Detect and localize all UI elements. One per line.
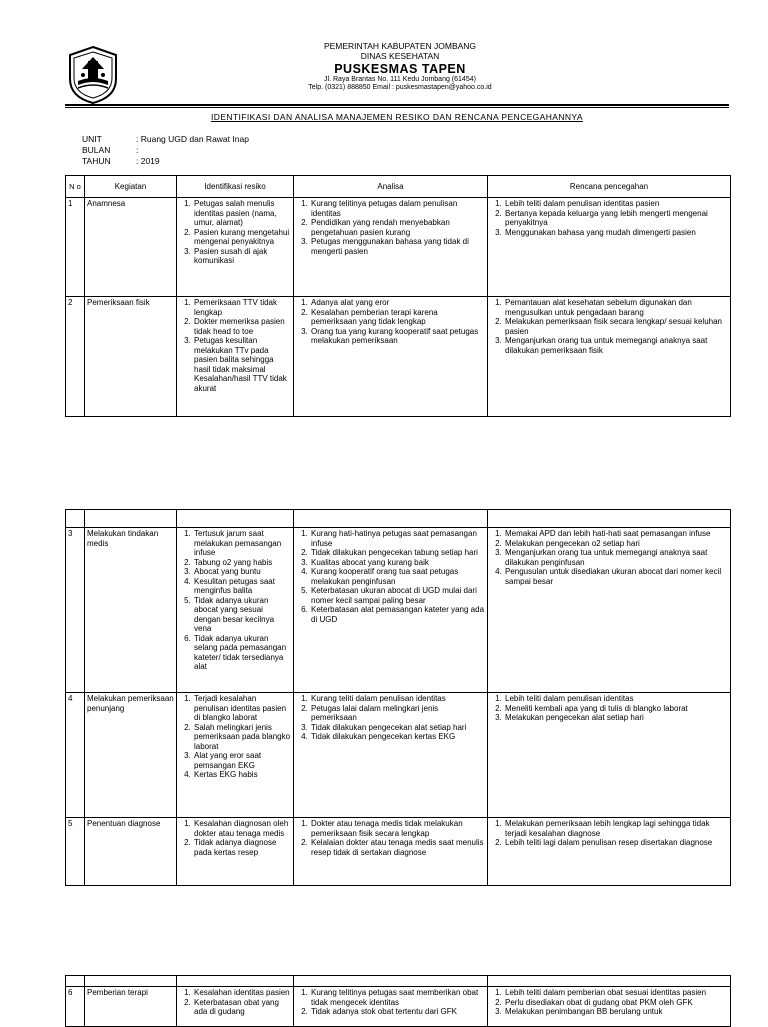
cell-no: 2: [66, 297, 85, 417]
cell-kegiatan: Pemberian terapi: [85, 987, 177, 1027]
cell-no: 3: [66, 528, 85, 693]
header-identifikasi: Identifikasi resiko: [177, 176, 294, 198]
rencana-item: 2. Melakukan pemeriksaan fisik secara lengkap/ sesuai keluhan pasien: [504, 317, 728, 336]
cell-rencana: [488, 693, 731, 818]
rencana-item: 2. Lebih teliti lagi dalam penulisan resep disertakan diagnose: [504, 838, 728, 848]
identifikasi-item: 2. Salah melingkari jenis pemeriksaan pada blangko laborat: [193, 723, 291, 752]
rencana-item: 4. Pengusulan untuk disediakan ukuran abocat dari nomer kecil sampai besar: [504, 567, 728, 586]
cell-identifikasi: [177, 198, 294, 297]
blank-header-cell: [294, 510, 488, 528]
blank-header-cell: [488, 510, 731, 528]
cell-no: 5: [66, 818, 85, 886]
analisa-item: 2. Tidak adanya stok obat tertentu dari GFK: [310, 1007, 485, 1017]
meta-value: :: [136, 145, 139, 155]
identifikasi-item: 1. Pemeriksaan TTV tidak lengkap: [193, 298, 291, 317]
meta-label: UNIT: [82, 134, 102, 144]
analisa-item: 2. Kelalaian dokter atau tenaga medis saat menulis resep tidak di sertakan diagnose: [310, 838, 485, 857]
blank-header-cell: [85, 510, 177, 528]
contact-line: Telp. (0321) 888850 Email : puskesmastapen@yahoo.co.id: [308, 83, 492, 91]
analisa-item: 4. Kurang kooperatif orang tua saat petugas melakukan penginfusan: [310, 567, 485, 586]
identifikasi-item: 2. Dokter memeriksa pasien tidak head to toe: [193, 317, 291, 336]
identifikasi-item: 1. Kesalahan diagnosan oleh dokter atau tenaga medis: [193, 819, 291, 838]
analisa-item: 2. Tidak dilakukan pengecekan tabung setiap hari: [310, 548, 485, 558]
analisa-item: 3. Kualitas abocat yang kurang baik: [310, 558, 485, 568]
identifikasi-item: 2. Keterbatasan obat yang ada di gudang: [193, 998, 291, 1017]
meta-tahun: [82, 156, 249, 167]
identifikasi-item: 3. Pasien susah di ajak komunikasi: [193, 247, 291, 266]
identifikasi-item: 3. Petugas kesulitan melakukan TTv pada pasien balita sehingga hasil tidak maksimal Kesalahan/hasil TTV tidak akurat: [193, 336, 291, 393]
identifikasi-item: 1. Terjadi kesalahan penulisan identitas pasien di blangko laborat: [193, 694, 291, 723]
analisa-item: 3. Tidak dilakukan pengecekan alat setiap hari: [310, 723, 485, 733]
address-line: Jl. Raya Brantas No. 111 Kedu Jombang (61454): [324, 75, 476, 83]
cell-identifikasi: [177, 297, 294, 417]
rencana-item: 2. Melakukan pengecekan o2 setiap hari: [504, 539, 728, 549]
analisa-item: 1. Kurang telitinya petugas dalam penulisan identitas: [310, 199, 485, 218]
analisa-item: 2. Petugas lalai dalam melingkari jenis pemeriksaan: [310, 704, 485, 723]
identifikasi-item: 2. Tabung o2 yang habis: [193, 558, 291, 568]
risk-table-part-2: [65, 509, 731, 886]
rencana-item: 1. Memakai APD dan lebih hati-hati saat pemasangan infuse: [504, 529, 728, 539]
rencana-item: 2. Meneliti kembali apa yang di tulis di blangko laborat: [504, 704, 728, 714]
cell-no: 6: [66, 987, 85, 1027]
cell-kegiatan: Pemeriksaan fisik: [85, 297, 177, 417]
rencana-item: 3. Menganjurkan orang tua untuk memegangi anaknya saat dilakukan penginfusan: [504, 548, 728, 567]
letterhead-rule-thin: [65, 107, 729, 108]
blank-header-cell: [66, 510, 85, 528]
identifikasi-item: 2. Tidak adanya diagnose pada kertas resep: [193, 838, 291, 857]
identifikasi-item: 4. Kertas EKG habis: [193, 770, 291, 780]
table-header-row-blank: [66, 976, 731, 987]
cell-identifikasi: [177, 528, 294, 693]
cell-rencana: [488, 198, 731, 297]
rencana-item: 1. Lebih teliti dalam penulisan identitas pasien: [504, 199, 728, 209]
analisa-item: 5. Keterbatasan ukuran abocat di UGD mulai dari nomer kecil sampai paling besar: [310, 586, 485, 605]
risk-table-part-3: [65, 975, 731, 1027]
cell-analisa: [294, 198, 488, 297]
analisa-item: 3. Orang tua yang kurang kooperatif saat petugas melakukan pemeriksaan: [310, 327, 485, 346]
cell-kegiatan: Melakukan tindakan medis: [85, 528, 177, 693]
rencana-item: 3. Menggunakan bahasa yang mudah dimengerti pasien: [504, 228, 728, 238]
header-analisa: Analisa: [294, 176, 488, 198]
rencana-item: 1. Lebih teliti dalam penulisan identitas: [504, 694, 728, 704]
analisa-item: 1. Kurang teliti dalam penulisan identitas: [310, 694, 485, 704]
rencana-item: 1. Melakukan pemeriksaan lebih lengkap lagi sehingga tidak terjadi kesalahan diagnose: [504, 819, 728, 838]
analisa-item: 1. Kurang hati-hatinya petugas saat pemasangan infuse: [310, 529, 485, 548]
meta-label: BULAN: [82, 145, 111, 155]
analisa-item: 1. Dokter atau tenaga medis tidak melakukan pemeriksaan fisik secara lengkap: [310, 819, 485, 838]
institution-name: PUSKESMAS TAPEN: [334, 61, 466, 76]
blank-header-cell: [488, 976, 731, 987]
analisa-item: 2. Kesalahan pemberian terapi karena pemeriksaan yang tidak lengkap: [310, 308, 485, 327]
blank-header-cell: [177, 976, 294, 987]
cell-kegiatan: Penentuan diagnose: [85, 818, 177, 886]
rencana-item: 3. Melakukan pengecekan alat setiap hari: [504, 713, 728, 723]
blank-header-cell: [177, 510, 294, 528]
rencana-item: 1. Pemantauan alat kesehatan sebelum digunakan dan mengusulkan untuk pengadaan barang: [504, 298, 728, 317]
table-row: [66, 528, 731, 693]
cell-analisa: [294, 818, 488, 886]
letterhead-rule-thick: [65, 104, 729, 106]
jombang-regency-emblem-icon: [66, 45, 120, 105]
blank-header-cell: [66, 976, 85, 987]
analisa-item: 4. Tidak dilakukan pengecekan kertas EKG: [310, 732, 485, 742]
cell-rencana: [488, 987, 731, 1027]
cell-kegiatan: Melakukan pemeriksaan penunjang: [85, 693, 177, 818]
identifikasi-item: 5. Tidak adanya ukuran abocat yang sesuai dengan besar kecilnya vena: [193, 596, 291, 634]
identifikasi-item: 3. Abocat yang buntu: [193, 567, 291, 577]
meta-value: : 2019: [136, 156, 160, 166]
department-line: DINAS KESEHATAN: [360, 50, 440, 61]
cell-analisa: [294, 528, 488, 693]
meta-value: : Ruang UGD dan Rawat Inap: [136, 134, 249, 144]
rencana-item: 2. Bertanya kepada keluarga yang lebih mengerti mengenai penyakitnya: [504, 209, 728, 228]
cell-identifikasi: [177, 987, 294, 1027]
analisa-item: 6. Keterbatasan alat pemasangan kateter yang ada di UGD: [310, 605, 485, 624]
identifikasi-item: 3. Alat yang eror saat pemsangan EKG: [193, 751, 291, 770]
meta-label: TAHUN: [82, 156, 111, 166]
identifikasi-item: 1. Kesalahan identitas pasien: [193, 988, 291, 998]
analisa-item: 1. Adanya alat yang eror: [310, 298, 485, 308]
meta-bulan: [82, 145, 249, 156]
analisa-item: 2. Pendidikan yang rendah menyebabkan pengetahuan pasien kurang: [310, 218, 485, 237]
identifikasi-item: 4. Kesulitan petugas saat menginfus balita: [193, 577, 291, 596]
cell-rencana: [488, 528, 731, 693]
table-row: [66, 987, 731, 1027]
analisa-item: 1. Kurang telitinya petugas saat memberikan obat tidak mengecek identitas: [310, 988, 485, 1007]
rencana-item: 2. Perlu disediakan obat di gudang obat PKM oleh GFK: [504, 998, 728, 1008]
rencana-item: 3. Menganjurkan orang tua untuk memegangi anaknya saat dilakukan pemeriksaan fisik: [504, 336, 728, 355]
cell-rencana: [488, 297, 731, 417]
cell-no: 1: [66, 198, 85, 297]
table-row: [66, 198, 731, 297]
table-header-row-blank: [66, 510, 731, 528]
identifikasi-item: 6. Tidak adanya ukuran selang pada pemasangan kateter/ tidak tersedianya alat: [193, 634, 291, 672]
government-line: PEMERINTAH KABUPATEN JOMBANG: [323, 41, 477, 51]
cell-no: 4: [66, 693, 85, 818]
table-header-row: [66, 176, 731, 198]
letterhead: [200, 42, 600, 92]
meta-block: [82, 134, 249, 167]
rencana-item: 1. Lebih teliti dalam pemberian obat sesuai identitas pasien: [504, 988, 728, 998]
table-row: [66, 297, 731, 417]
analisa-item: 3. Petugas menggunakan bahasa yang tidak di mengerti pasien: [310, 237, 485, 256]
document-title: IDENTIFIKASI DAN ANALISA MANAJEMEN RESIKO DAN RENCANA PENCEGAHANNYA: [211, 112, 583, 122]
meta-unit: [82, 134, 249, 145]
cell-identifikasi: [177, 693, 294, 818]
risk-table-part-1: [65, 175, 731, 417]
cell-analisa: [294, 693, 488, 818]
table-row: [66, 818, 731, 886]
cell-analisa: [294, 297, 488, 417]
header-kegiatan: Kegiatan: [85, 176, 177, 198]
header-rencana: Rencana pencegahan: [488, 176, 731, 198]
table-row: [66, 693, 731, 818]
header-no: N o: [66, 176, 85, 198]
blank-header-cell: [294, 976, 488, 987]
cell-rencana: [488, 818, 731, 886]
cell-identifikasi: [177, 818, 294, 886]
cell-kegiatan: Anamnesa: [85, 198, 177, 297]
identifikasi-item: 1. Tertusuk jarum saat melakukan pemasangan infuse: [193, 529, 291, 558]
identifikasi-item: 1. Petugas salah menulis identitas pasien (nama, umur, alamat): [193, 199, 291, 228]
blank-header-cell: [85, 976, 177, 987]
rencana-item: 3. Melakukan penimbangan BB berulang untuk: [504, 1007, 728, 1017]
identifikasi-item: 2. Pasien kurang mengetahui mengenai penyakitnya: [193, 228, 291, 247]
cell-analisa: [294, 987, 488, 1027]
